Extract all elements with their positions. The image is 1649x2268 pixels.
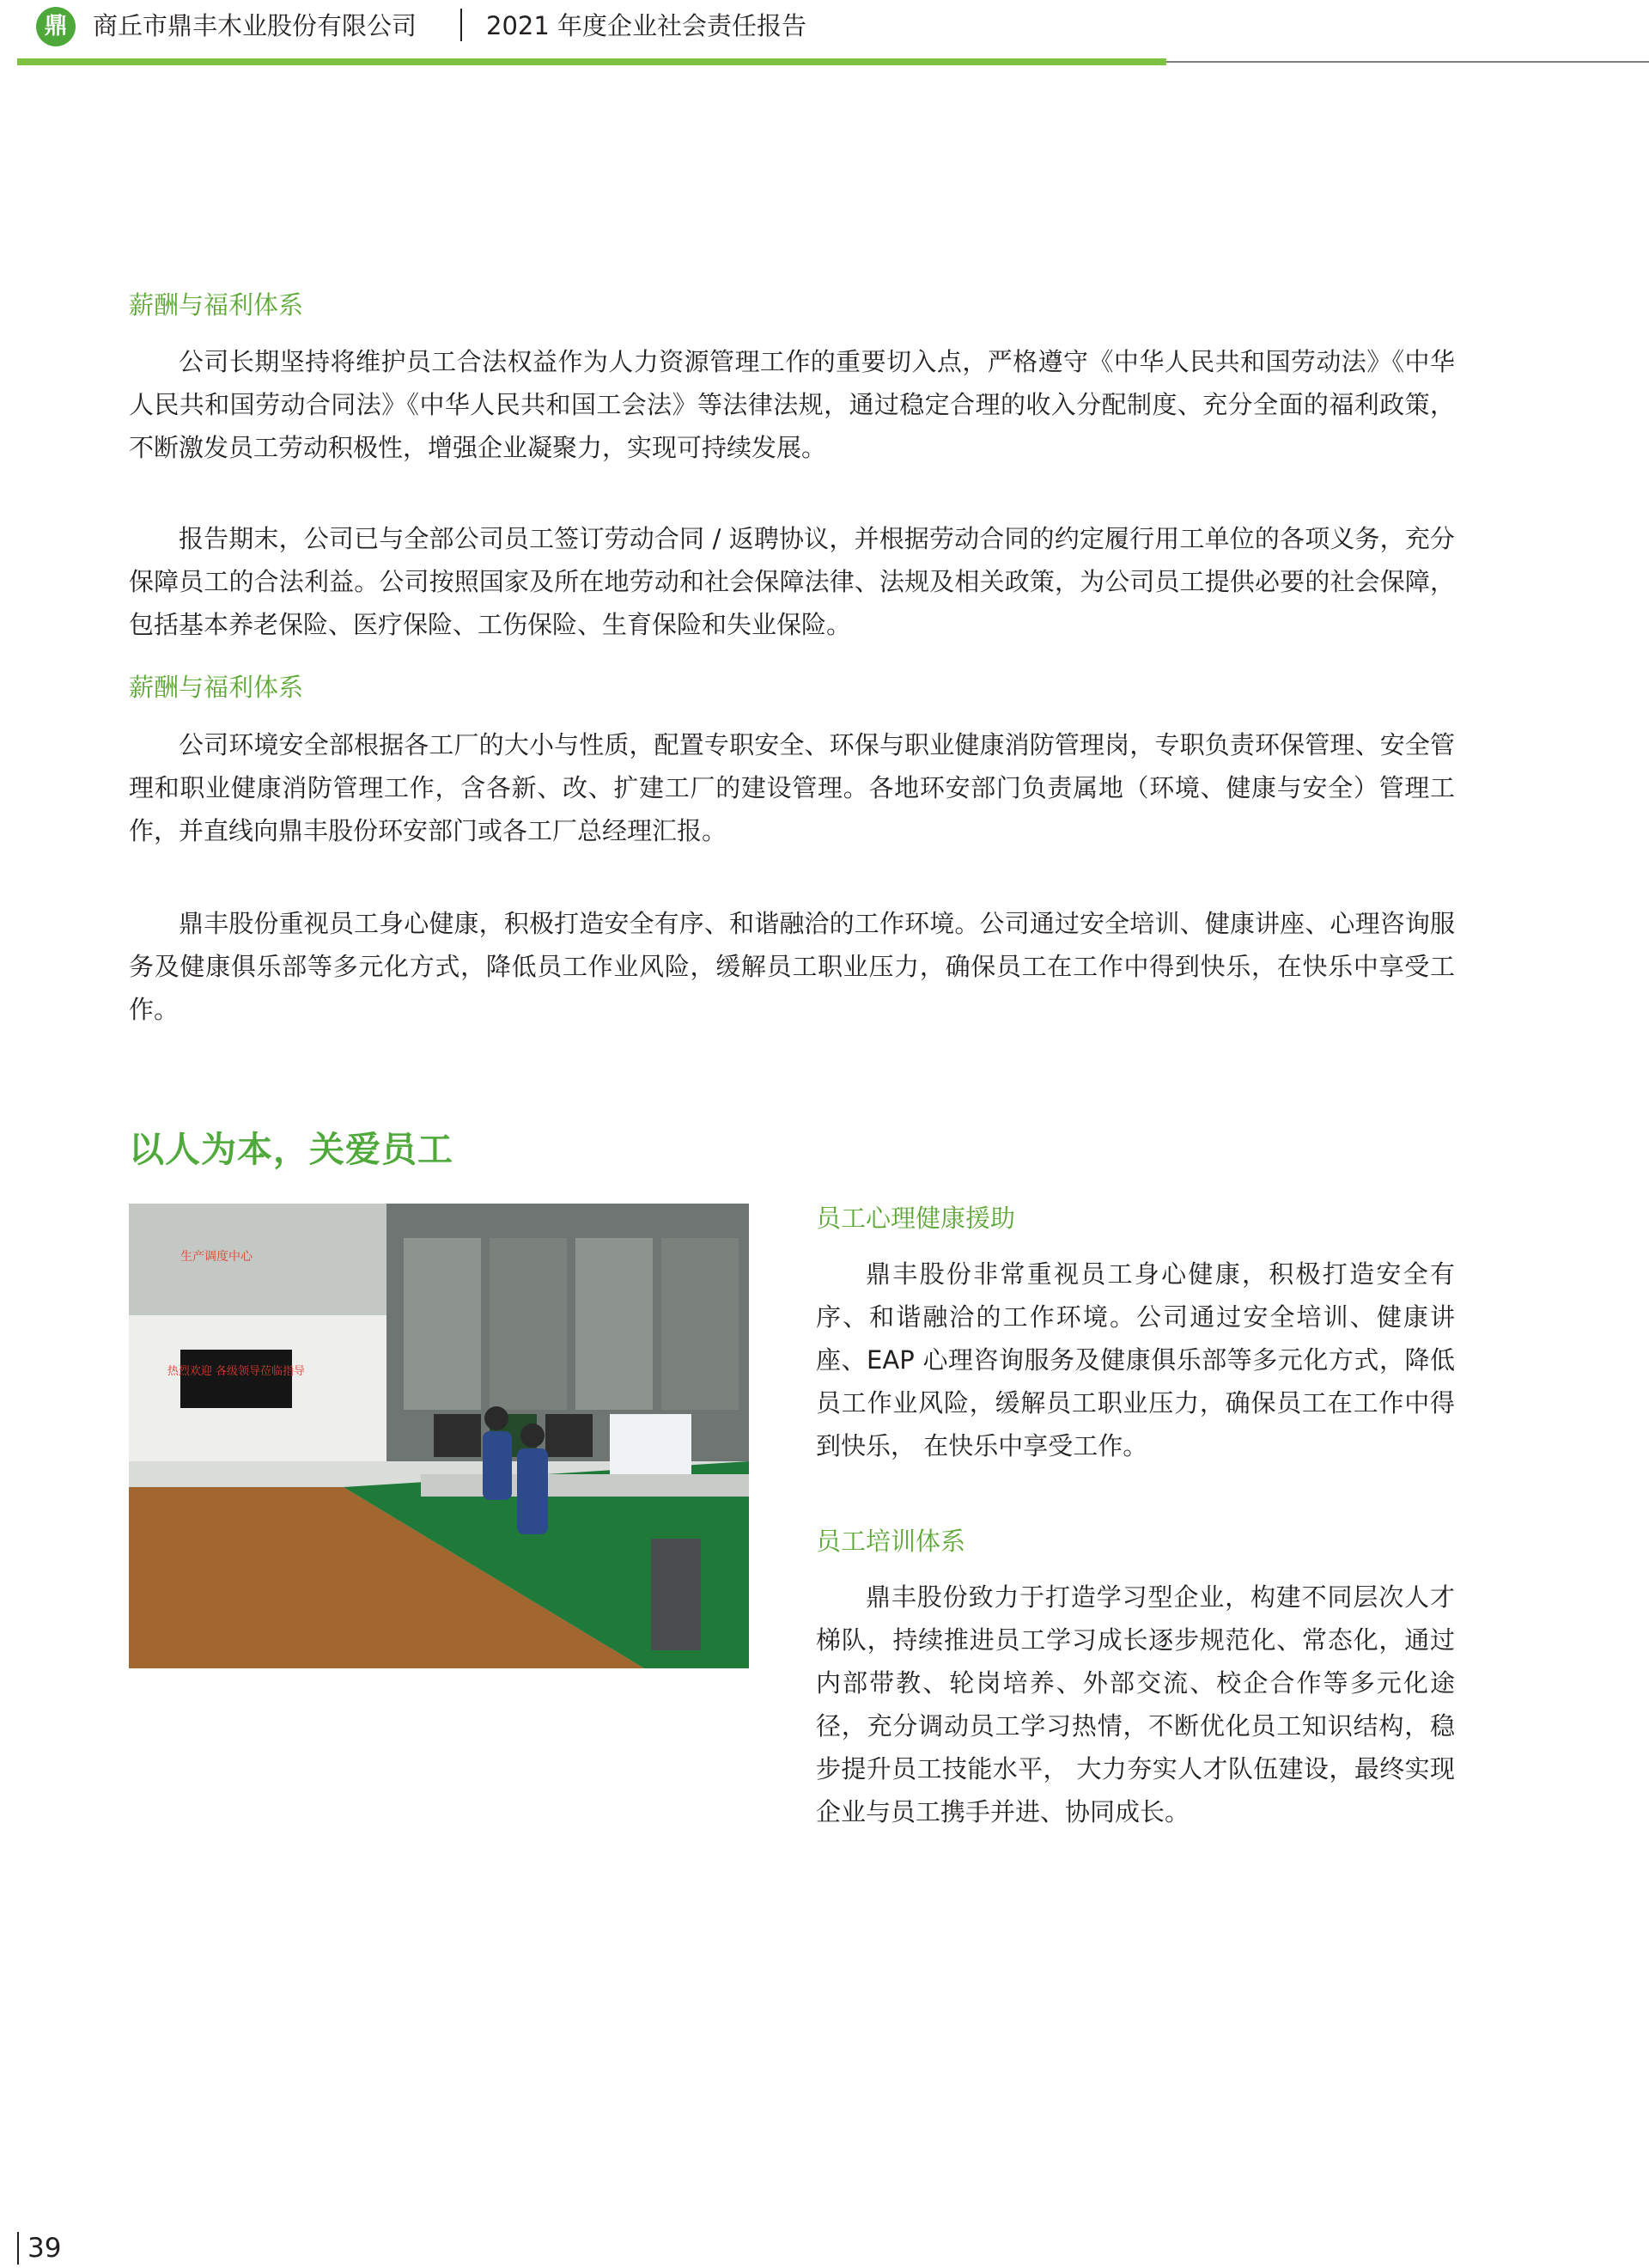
section-title-safety: 薪酬与福利体系 [129,673,304,702]
header-green-rule [17,58,1166,65]
paragraph-mental-health: 鼎丰股份非常重视员工身心健康，积极打造安全有序、和谐融洽的工作环境。公司通过安全培训、健康讲座、EAP 心理咨询服务及健康俱乐部等多元化方式，降低员工作业风险，缓解员工职业压力，确保员工在工作中得到快乐， 在快乐中享受工作。 [816,1259,1455,1460]
page-number: 39 [27,2233,62,2264]
header-report-title: 2021 年度企业社会责任报告 [486,11,807,40]
photo-led-sign: 生产调度中心 [180,1250,253,1264]
paragraph-safety-2: 鼎丰股份重视员工身心健康，积极打造安全有序、和谐融洽的工作环境。公司通过安全培训、健康讲座、心理咨询服务及健康俱乐部等多元化方式，降低员工作业风险，缓解员工职业压力，确保员工在工作中得到快乐，在快乐中享受工作。 [129,909,1455,1024]
header-divider [460,9,462,41]
section-title-compensation: 薪酬与福利体系 [129,290,304,320]
paragraph-compensation-1: 公司长期坚持将维护员工合法权益作为人力资源管理工作的重要切入点，严格遵守《中华人民共和国劳动法》《中华人民共和国劳动合同法》《中华人民共和国工会法》等法律法规，通过稳定合理的收入分配制度、充分全面的福利政策， 不断激发员工劳动积极性，增强企业凝聚力，实现可持续发展。 [129,347,1455,462]
company-logo-icon: 鼎 [36,7,76,46]
paragraph-compensation-2: 报告期末，公司已与全部公司员工签订劳动合同 / 返聘协议，并根据劳动合同的约定履行用工单位的各项义务，充分保障员工的合法利益。公司按照国家及所在地劳动和社会保障法律、法规及相关政策，为公司员工提供必要的社会保障，包括基本养老保险、医疗保险、工伤保险、生育保险和失业保险。 [129,524,1455,639]
photo-welcome-sign: 热烈欢迎 各级领导莅临指导 [167,1365,306,1378]
page-header [0,0,1649,69]
section-title-mental-health: 员工心理健康援助 [816,1204,1016,1233]
section-title-training: 员工培训体系 [816,1527,966,1556]
care-heading: 以人为本，关爱员工 [129,1129,453,1170]
header-company-name: 商丘市鼎丰木业股份有限公司 [93,11,417,40]
paragraph-safety-1: 公司环境安全部根据各工厂的大小与性质，配置专职安全、环保与职业健康消防管理岗，专职负责环保管理、安全管理和职业健康消防管理工作，含各新、改、扩建工厂的建设管理。各地环安部门负责属地（环境、健康与安全）管理工作，并直线向鼎丰股份环安部门或各工厂总经理汇报。 [129,730,1455,845]
paragraph-training: 鼎丰股份致力于打造学习型企业，构建不同层次人才梯队，持续推进员工学习成长逐步规范化、常态化，通过内部带教、轮岗培养、外部交流、校企合作等多元化途径，充分调动员工学习热情，不断优化员工知识结构，稳步提升员工技能水平， 大力夯实人才队伍建设，最终实现企业与员工携手并进、协同成长。 [816,1582,1455,1826]
footer-divider [17,2232,19,2265]
header-gray-rule [1166,61,1649,63]
control-room-photo [129,1204,749,1668]
